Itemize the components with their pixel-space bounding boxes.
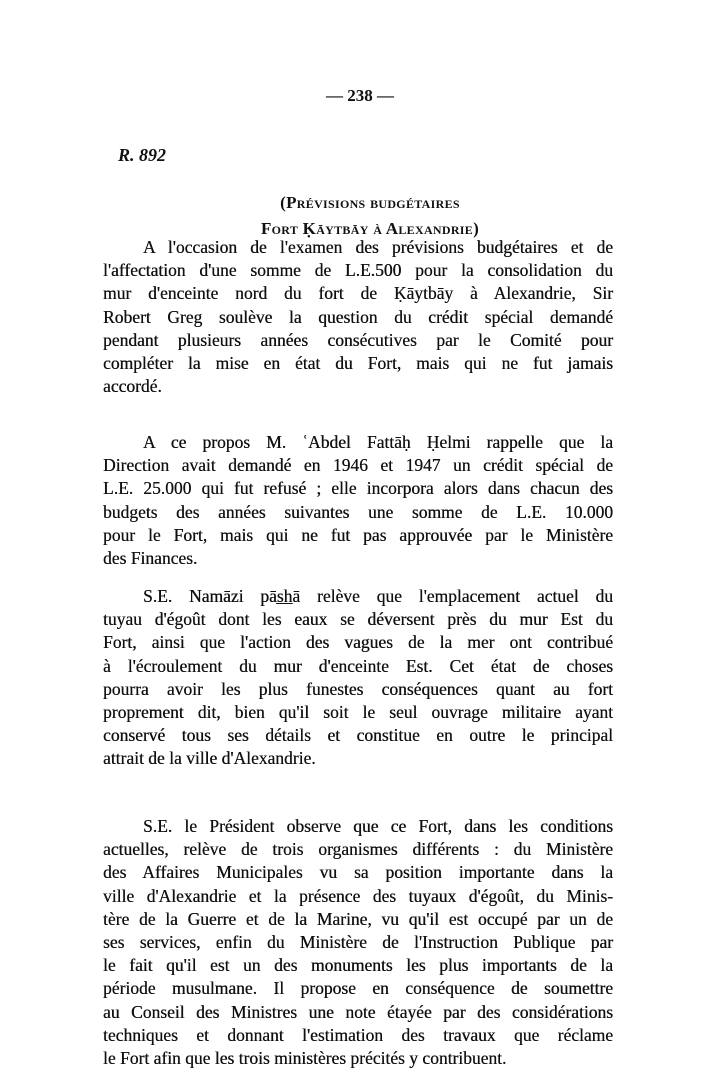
text-line: Direction avait demandé en 1946 et 1947 un crédit spécial de xyxy=(103,455,613,476)
text-line: le fait qu'il est un des monuments les plus importants de la xyxy=(103,955,613,976)
text-line: A l'occasion de l'examen des prévisions budgétaires et de xyxy=(143,237,613,257)
text-line: à l'écroulement du mur d'enceinte Est. Cet état de choses xyxy=(103,655,613,676)
text-line: des Finances. xyxy=(103,547,198,568)
text-line: A ce propos M. ʿAbdel Fattāḥ Ḥelmi rappelle que la xyxy=(143,432,613,452)
paragraph-3 xyxy=(103,585,613,771)
paragraph-4 xyxy=(103,815,613,1070)
section-heading-line-1: (Prévisions budgétaires xyxy=(280,193,460,212)
text-line: période musulmane. Il propose en conséquence de soumettre xyxy=(103,978,613,999)
text-line: au Conseil des Ministres une note étayée par des considérations xyxy=(103,1001,613,1022)
text-line: conservé tous ses détails et constitue en outre le principal xyxy=(103,725,613,746)
text-line: tère de la Guerre et de la Marine, vu qu'il est occupé par un de xyxy=(103,908,613,929)
text-line: actuelles, relève de trois organismes différents : du Ministère xyxy=(103,839,613,860)
text-line: compléter la mise en état du Fort, mais qui ne fut jamais xyxy=(103,352,613,373)
text-line: S.E. Namāzi pās̲h̲ā relève que l'emplacement actuel du xyxy=(143,586,613,606)
text-line: Fort, ainsi que l'action des vagues de la mer ont contribué xyxy=(103,632,613,653)
text-line: pourra avoir les plus funestes conséquences quant au fort xyxy=(103,678,613,699)
text-line: tuyau d'égoût dont les eaux se déversent près du mur Est du xyxy=(103,609,613,630)
text-line: le Fort afin que les trois ministères précités y contribuent. xyxy=(103,1047,507,1068)
text-line: proprement dit, bien qu'il soit le seul ouvrage militaire ayant xyxy=(103,701,613,722)
text-line: accordé. xyxy=(103,376,162,397)
text-line: pour le Fort, mais qui ne fut pas approuvée par le Ministère xyxy=(103,524,613,545)
text-line: pendant plusieurs années consécutives par le Comité pour xyxy=(103,329,613,350)
paragraph-1 xyxy=(103,236,613,398)
text-line: attrait de la ville d'Alexandrie. xyxy=(103,748,316,769)
text-line: l'affectation d'une somme de L.E.500 pour la consolidation du xyxy=(103,260,613,281)
page-number: — 238 — xyxy=(326,86,394,105)
text-line: mur d'enceinte nord du fort de Ḳāytbāy à Alexandrie, Sir xyxy=(103,283,613,304)
text-line: budgets des années suivantes une somme de L.E. 10.000 xyxy=(103,501,613,522)
text-line: des Affaires Municipales vu sa position importante dans la xyxy=(103,862,613,883)
text-line: ville d'Alexandrie et la présence des tuyaux d'égoût, du Minis- xyxy=(103,885,613,906)
text-line: ses services, enfin du Ministère de l'Instruction Publique par xyxy=(103,931,613,952)
section-heading-line-2: Fort Ḳāytbāy à Alexandrie) xyxy=(260,219,480,238)
text-line: Robert Greg soulève la question du crédit spécial demandé xyxy=(103,306,613,327)
text-line: S.E. le Président observe que ce Fort, dans les conditions xyxy=(143,816,613,836)
text-line: L.E. 25.000 qui fut refusé ; elle incorpora alors dans chacun des xyxy=(103,478,613,499)
reference-number: R. 892 xyxy=(118,145,167,165)
text-line: techniques et donnant l'estimation des travaux que réclame xyxy=(103,1024,613,1045)
paragraph-2 xyxy=(103,431,613,570)
